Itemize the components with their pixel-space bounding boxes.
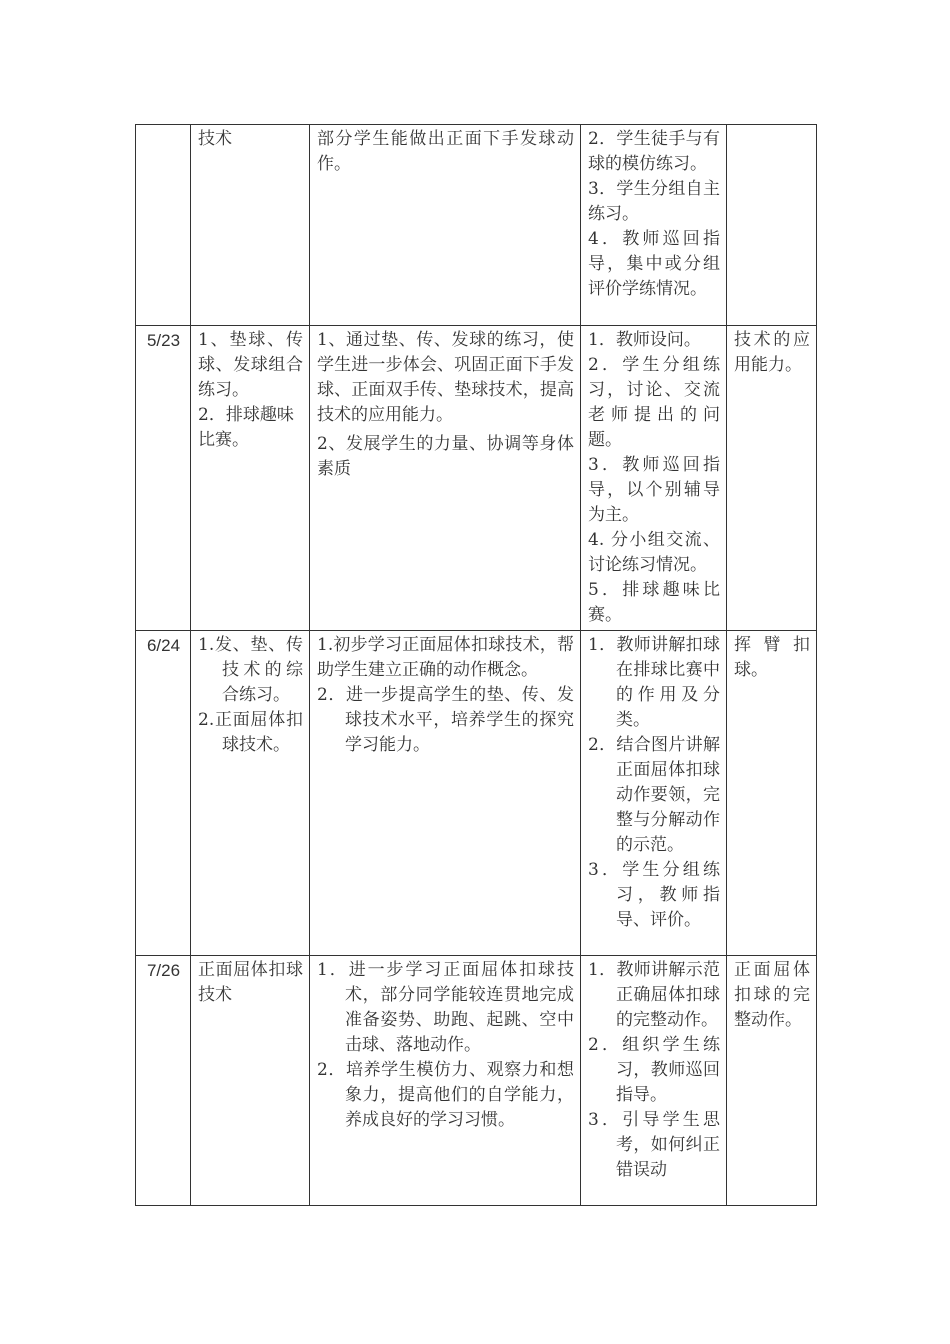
note-line: 挥臂扣球。 xyxy=(734,635,810,680)
method-line: 2．学生分组练习，讨论、交流老师提出的问题。 xyxy=(588,355,720,450)
method-line: 2．学生徒手与有球的模仿练习。 xyxy=(588,129,720,174)
method-line: 5．排球趣味比赛。 xyxy=(588,580,720,625)
content-cell xyxy=(191,956,310,1206)
notes-cell xyxy=(727,125,817,326)
note-line: 正面屈体扣球的完整动作。 xyxy=(734,960,810,1030)
lesson-plan-table xyxy=(135,124,817,1206)
date-cell: 6/24 xyxy=(136,631,191,956)
date-cell: 5/23 xyxy=(136,326,191,631)
methods-cell xyxy=(581,956,727,1206)
content-cell xyxy=(191,326,310,631)
methods-cell xyxy=(581,125,727,326)
method-line: 1．教师讲解示范正确屈体扣球的完整动作。 xyxy=(588,960,720,1030)
notes-cell xyxy=(727,326,817,631)
notes-cell xyxy=(727,956,817,1206)
method-line: 4. 分小组交流、讨论练习情况。 xyxy=(588,530,720,575)
content-cell xyxy=(191,125,310,326)
objective-line: 1.初步学习正面屈体扣球技术，帮助学生建立正确的动作概念。 xyxy=(317,635,574,680)
table-row xyxy=(136,956,817,1206)
objectives-cell xyxy=(310,125,581,326)
objective-line: 部分学生能做出正面下手发球动作。 xyxy=(317,129,574,174)
content-line: 2．排球趣味比赛。 xyxy=(198,405,294,450)
objective-line: 2．培养学生模仿力、观察力和想象力，提高他们的自学能力，养成良好的学习习惯。 xyxy=(317,1060,574,1130)
method-line: 1．教师讲解扣球在排球比赛中的作用及分类。 xyxy=(588,635,720,730)
methods-cell xyxy=(581,326,727,631)
method-line: 3．教师巡回指导，以个别辅导为主。 xyxy=(588,455,720,525)
content-line: 正面屈体扣球技术 xyxy=(198,960,303,1005)
objective-line: 2、发展学生的力量、协调等身体素质 xyxy=(317,434,574,479)
objective-line: 1．进一步学习正面屈体扣球技术，部分同学能较连贯地完成准备姿势、助跑、起跳、空中击球、落地动作。 xyxy=(317,960,574,1055)
method-line: 4．教师巡回指导，集中或分组评价学练情况。 xyxy=(588,229,720,299)
date-cell: 7/26 xyxy=(136,956,191,1206)
objectives-cell xyxy=(310,956,581,1206)
objectives-cell xyxy=(310,631,581,956)
content-line: 2.正面屈体扣球技术。 xyxy=(198,710,303,755)
table-row xyxy=(136,631,817,956)
methods-cell xyxy=(581,631,727,956)
objective-line: 1、通过垫、传、发球的练习，使学生进一步体会、巩固正面下手发球、正面双手传、垫球技术，提高技术的应用能力。 xyxy=(317,330,574,425)
method-line: 3．学生分组练习，教师指导、评价。 xyxy=(588,860,720,930)
objectives-cell xyxy=(310,326,581,631)
content-cell xyxy=(191,631,310,956)
method-line: 2．组织学生练习，教师巡回指导。 xyxy=(588,1035,720,1105)
objective-line: 2．进一步提高学生的垫、传、发球技术水平，培养学生的探究学习能力。 xyxy=(317,685,574,755)
method-line: 3．引导学生思考，如何纠正错误动 xyxy=(588,1110,720,1180)
notes-cell xyxy=(727,631,817,956)
table-row xyxy=(136,326,817,631)
content-line: 技术 xyxy=(198,129,232,149)
note-line: 技术的应用能力。 xyxy=(734,330,810,375)
method-line: 2．结合图片讲解正面屈体扣球动作要领，完整与分解动作的示范。 xyxy=(588,735,720,855)
table-row xyxy=(136,125,817,326)
content-line: 1.发、垫、传技术的综合练习。 xyxy=(198,635,303,705)
content-line: 1、垫球、传球、发球组合练习。 xyxy=(198,330,303,400)
method-line: 1．教师设问。 xyxy=(588,330,701,350)
method-line: 3．学生分组自主练习。 xyxy=(588,179,720,224)
date-cell xyxy=(136,125,191,326)
